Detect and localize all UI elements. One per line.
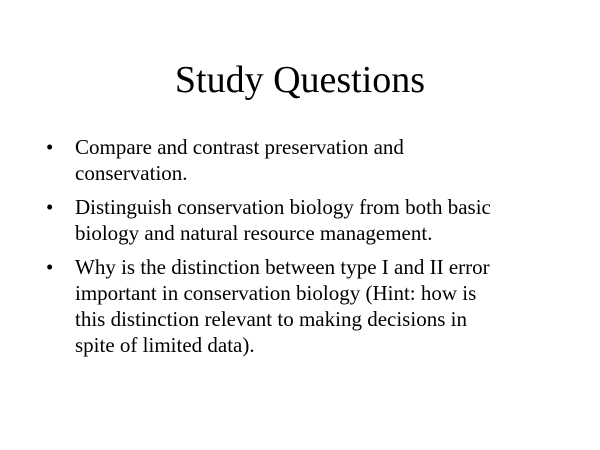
list-item	[42, 254, 562, 358]
bullet-line: Compare and contrast preservation and	[75, 135, 404, 159]
bullet-dot-icon: •	[46, 135, 54, 159]
list-item	[42, 134, 562, 186]
bullet-line: this distinction relevant to making decisions in	[75, 307, 467, 331]
bullet-dot-icon: •	[46, 195, 54, 219]
bullet-line: biology and natural resource management.	[75, 221, 433, 245]
bullet-line: conservation.	[75, 161, 188, 185]
bullet-line: spite of limited data).	[75, 333, 255, 357]
list-item	[42, 194, 562, 246]
bullet-list	[42, 134, 562, 366]
bullet-line: important in conservation biology (Hint: how is	[75, 281, 477, 305]
slide-title: Study Questions	[174, 59, 426, 101]
bullet-line: Distinguish conservation biology from both basic	[75, 195, 491, 219]
bullet-line: Why is the distinction between type I and II error	[75, 255, 490, 279]
bullet-dot-icon: •	[46, 255, 54, 279]
